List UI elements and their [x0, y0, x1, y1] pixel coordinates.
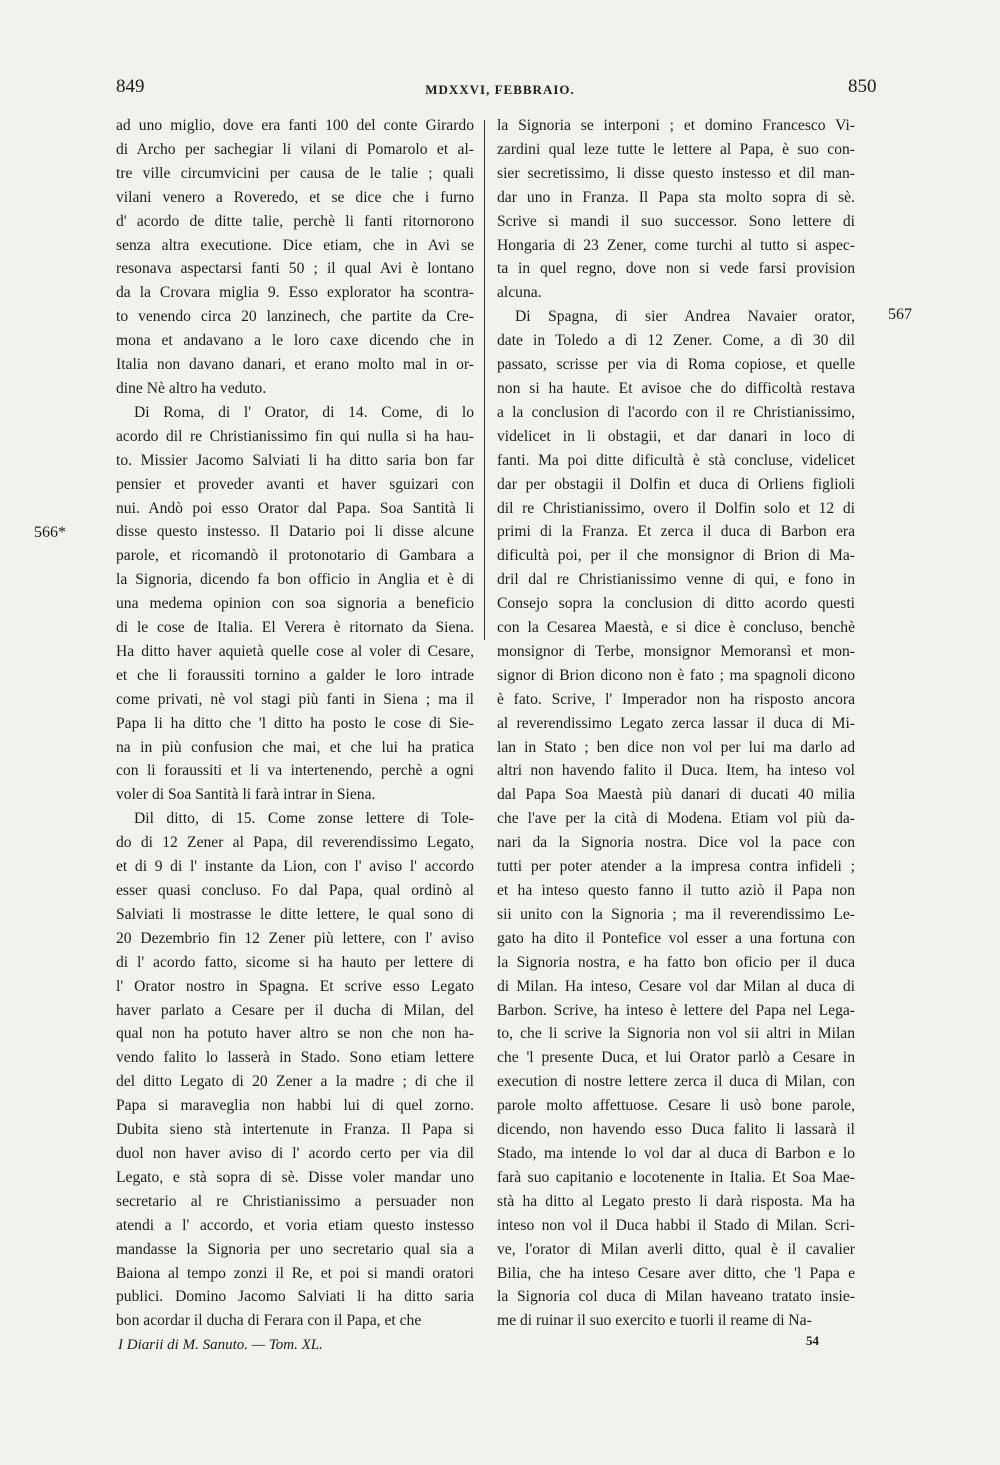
- right-column: [497, 114, 855, 1333]
- text-line: me di ruinar il suo exercito e tuorli il reame di Na-: [497, 1312, 812, 1330]
- text-line: passato, scrisse per via di Roma copiose, et quelle: [497, 356, 855, 374]
- text-line: execution di nostre lettere zerca il duca di Milan, con: [497, 1073, 855, 1091]
- text-line: zardini qual leze tutte le lettere al Papa, è suo con-: [497, 140, 855, 158]
- text-line: la Signoria col duca di Milan haveano tratato insie-: [497, 1288, 855, 1306]
- text-line: Salviati li mostrasse le ditte lettere, le qual sono di: [116, 905, 474, 923]
- text-line: to venendo circa 20 lanzinech, che partite da Cre-: [116, 308, 474, 326]
- text-line: di le cose de Italia. El Verera è ritornato da Siena.: [116, 619, 474, 637]
- text-line: resonava aspectarsi fanti 50 ; il qual Avi è lontano: [116, 260, 474, 278]
- text-line: Di Roma, di l' Orator, di 14. Come, di lo: [134, 403, 474, 421]
- text-line: dar uno in Franza. Il Papa sta molto sopra di sè.: [497, 188, 855, 206]
- text-line: ta in quel regno, dove non si vede farsi provision: [497, 260, 855, 278]
- text-line: Baiona al tempo zonzi il Re, et poi si mandi oratori: [116, 1264, 474, 1282]
- margin-number-left: 566*: [34, 524, 66, 541]
- text-line: do di 12 Zener al Papa, dil reverendissimo Legato,: [116, 834, 474, 852]
- text-line: di Archo per sachegiar li vilani di Pomarolo et al-: [116, 140, 474, 158]
- text-line: monsignor di Terbe, monsignor Memoransì et mon-: [497, 642, 855, 660]
- text-line: Papa si maraveglia non habbi lui di quel zorno.: [116, 1097, 474, 1115]
- text-line: l' Orator nostro in Spagna. Et scrive esso Legato: [116, 977, 474, 995]
- signature-mark: 54: [806, 1333, 819, 1348]
- text-line: parole molto affettuose. Cesare li usò bone parole,: [497, 1097, 855, 1115]
- text-line: Ha ditto haver aquietà quelle cose al voler di Cesare,: [116, 642, 474, 660]
- text-line: Scrive si mandi il suo successor. Sono lettere di: [497, 212, 855, 230]
- text-line: signor di Brion dicono non è fato ; ma spagnoli dicono: [497, 666, 855, 684]
- text-line: con li foraussiti et li va intertenendo, perchè a ogni: [116, 762, 474, 780]
- text-line: primi di la Franza. Et zerca il duca di Barbon era: [497, 523, 855, 541]
- text-line: lan in Stato ; ben dice non vol per lui ma darlo ad: [497, 738, 855, 756]
- text-line: dificultà poi, per il che monsignor di Brion di Ma-: [497, 547, 855, 565]
- text-line: mona et andavano a le loro caxe dicendo che in: [116, 332, 474, 350]
- text-line: na in più confusion che mai, et che lui ha pratica: [116, 738, 474, 756]
- text-line: stà ha ditto al Legato presto li darà risposta. Ma ha: [497, 1192, 855, 1210]
- text-line: tutti per poter atender a la impresa contra infideli ;: [497, 858, 855, 876]
- text-line: a la conclusion di l'acordo con il re Christianissimo,: [497, 403, 855, 421]
- text-line: farà suo capitanio e locotenente in Italia. Et Soa Mae-: [497, 1168, 855, 1186]
- text-line: senza altra executione. Dice etiam, che in Avi se: [116, 236, 474, 254]
- text-line: Dil ditto, di 15. Come zonse lettere di Tole-: [134, 810, 474, 828]
- text-line: la Signoria se interponi ; et domino Francesco Vi-: [497, 117, 855, 134]
- page-number-left: 849: [116, 76, 145, 97]
- left-column: [116, 114, 474, 1333]
- text-line: mandasse la Signoria per uno secretario qual sia a: [116, 1240, 474, 1258]
- text-line: Legato, e stà sopra di sè. Disse voler mandar uno: [116, 1168, 474, 1186]
- margin-number-right: 567: [888, 306, 912, 323]
- text-line: ve, l'orator di Milan averli ditto, qual è il cavalier: [497, 1240, 855, 1258]
- text-line: d' acordo de ditte talie, perchè li fanti ritornorono: [116, 212, 474, 230]
- text-line: dal Papa Soa Maestà più danari di ducati 40 milia: [497, 786, 855, 804]
- text-line: dil re Christianissimo, overo il Dolfin solo et 12 di: [497, 499, 855, 517]
- text-line: duol non haver aviso di l' acordo certo per via dil: [116, 1144, 474, 1162]
- text-line: ad uno miglio, dove era fanti 100 del conte Girardo: [116, 117, 474, 134]
- text-line: esser quasi concluso. Fo dal Papa, qual ordinò al: [116, 882, 474, 899]
- text-line: la Signoria nostra, e ha fatto bon oficio per il duca: [497, 953, 855, 971]
- text-line: sii unito con la Signoria ; ma il reverendissimo Le-: [497, 905, 855, 923]
- text-line: inteso non vol il Duca habbi il Stado di Milan. Scri-: [497, 1216, 855, 1234]
- text-line: pensier et proveder avanti et haver sguizari con: [116, 475, 474, 493]
- text-line: 20 Dezembrio fin 12 Zener più lettere, con l' aviso: [116, 929, 474, 947]
- text-line: tre ville circumvicini per causa de le talie ; quali: [116, 164, 474, 182]
- text-line: haver parlato a Cesare per il ducha di Milan, del: [116, 1001, 474, 1019]
- text-line: secretario al re Christianissimo a persuader non: [116, 1192, 474, 1210]
- text-line: sier secretissimo, li disse questo instesso et dil man-: [497, 164, 855, 182]
- text-line: Bilia, che ha inteso Cesare aver ditto, che 'l Papa e: [497, 1264, 855, 1282]
- text-line: Italia non davano danari, et erano molto mal in or-: [116, 356, 474, 374]
- text-line: nui. Andò poi esso Orator dal Papa. Soa Santità li: [116, 499, 474, 517]
- running-title: MDXXVI, FEBBRAIO.: [425, 82, 575, 97]
- text-line: fanti. Ma poi ditte dificultà è stà concluse, videlicet: [497, 451, 855, 469]
- text-line: Hongaria di 23 Zener, come turchi al tutto si aspec-: [497, 236, 855, 254]
- text-line: dicendo, non havendo esso Duca falito li lassarà il: [497, 1121, 855, 1139]
- text-line: non si ha haute. Et avisoe che do difficoltà restava: [497, 379, 855, 397]
- text-line: bon acordar il ducha di Ferara con il Papa, et che: [116, 1312, 422, 1330]
- text-line: è fato. Scrive, l' Imperador non ha risposto ancora: [497, 690, 855, 708]
- text-line: date in Toledo a dì 12 Zener. Come, a dì 30 dil: [497, 332, 855, 350]
- text-line: di Milan. Ha inteso, Cesare vol dar Milan al duca di: [497, 977, 855, 995]
- text-line: videlicet in li obstagii, et dar danari in loco di: [497, 427, 855, 445]
- text-line: una medema opinion con soa signoria a beneficio: [116, 595, 474, 613]
- text-line: et che li foraussiti tornino a galder le loro intrade: [116, 666, 474, 684]
- text-line: to. Missier Jacomo Salviati li ha ditto saria bon far: [116, 451, 474, 469]
- text-line: del ditto Legato di 20 Zener a la madre ; di che il: [116, 1073, 474, 1091]
- text-line: dar per obstagii il Dolfin et duca di Orliens figlioli: [497, 475, 855, 493]
- text-line: dine Nè altro ha veduto.: [116, 379, 267, 397]
- text-line: dril dal re Christianissimo venne di qui, e fono in: [497, 571, 855, 589]
- text-line: et di 9 di l' instante da Lion, con l' aviso l' accordo: [116, 858, 474, 876]
- column-divider: [484, 120, 485, 640]
- text-line: Dubita sieno stà intertenute in Franza. Il Papa si: [116, 1121, 474, 1139]
- text-line: publici. Domino Jacomo Salviati li ha ditto saria: [116, 1288, 474, 1306]
- footer-citation: I Diarii di M. Sanuto. — Tom. XL.: [118, 1337, 323, 1353]
- text-line: Di Spagna, di sier Andrea Navaier orator,: [515, 308, 855, 326]
- text-line: et ha inteso questo fanno il tutto aziò il Papa non: [497, 882, 855, 899]
- text-line: la Signoria, dicendo fa bon officio in Anglia et è di: [116, 571, 474, 589]
- text-line: parole, et ricomandò il protonotario di Gambara a: [116, 547, 474, 565]
- text-line: Consejo sopra la conclusion di ditto acordo questi: [497, 595, 855, 613]
- text-line: Papa li ha ditto che 'l ditto ha posto le cose di Sie-: [116, 714, 474, 732]
- text-line: che l'ave per la cità di Modena. Etiam vol più da-: [497, 810, 855, 828]
- text-line: con la Cesarea Maestà, e si dice è concluso, benchè: [497, 619, 855, 637]
- text-line: vilani venero a Roveredo, et se dice che i furno: [116, 188, 474, 206]
- text-line: Barbon. Scrive, ha inteso è lettere del Papa nel Lega-: [497, 1001, 855, 1019]
- text-line: qual non ha potuto haver altro se non che non ha-: [116, 1025, 474, 1043]
- text-line: altri non havendo falito il Duca. Item, ha inteso vol: [497, 762, 855, 780]
- text-line: alcuna.: [497, 284, 542, 302]
- text-line: da la Crovara miglia 9. Esso explorator ha scontra-: [116, 284, 474, 302]
- text-line: Stado, ma intende lo vol dar al duca di Barbon e lo: [497, 1144, 855, 1162]
- text-line: di l' acordo fatto, sicome si ha hauto per lettere di: [116, 953, 474, 971]
- text-line: che 'l presente Duca, et lui Orator parlò a Cesare in: [497, 1049, 855, 1067]
- text-line: come privati, nè vol stagi più fanti in Siena ; ma il: [116, 690, 474, 708]
- text-line: vendo falito lo lasserà in Stado. Sono etiam lettere: [116, 1049, 474, 1067]
- text-line: gato ha dito il Pontefice vol esser a una fortuna con: [497, 929, 855, 947]
- page-number-right: 850: [848, 76, 877, 97]
- text-line: to, che li scrive la Signoria non vol sii altri in Milan: [497, 1025, 855, 1043]
- text-line: nari da la Signoria nostra. Dice vol la pace con: [497, 834, 855, 852]
- text-line: acordo dil re Christianissimo fin qui nulla si ha hau-: [116, 427, 474, 445]
- text-line: atendi a l' accordo, et voria etiam questo instesso: [116, 1216, 474, 1234]
- text-line: voler di Soa Santità li farà intrar in Siena.: [116, 786, 376, 804]
- text-line: disse questo instesso. Il Datario poi li disse alcune: [116, 523, 474, 541]
- text-line: al reverendissimo Legato zerca lassar il duca di Mi-: [497, 714, 855, 732]
